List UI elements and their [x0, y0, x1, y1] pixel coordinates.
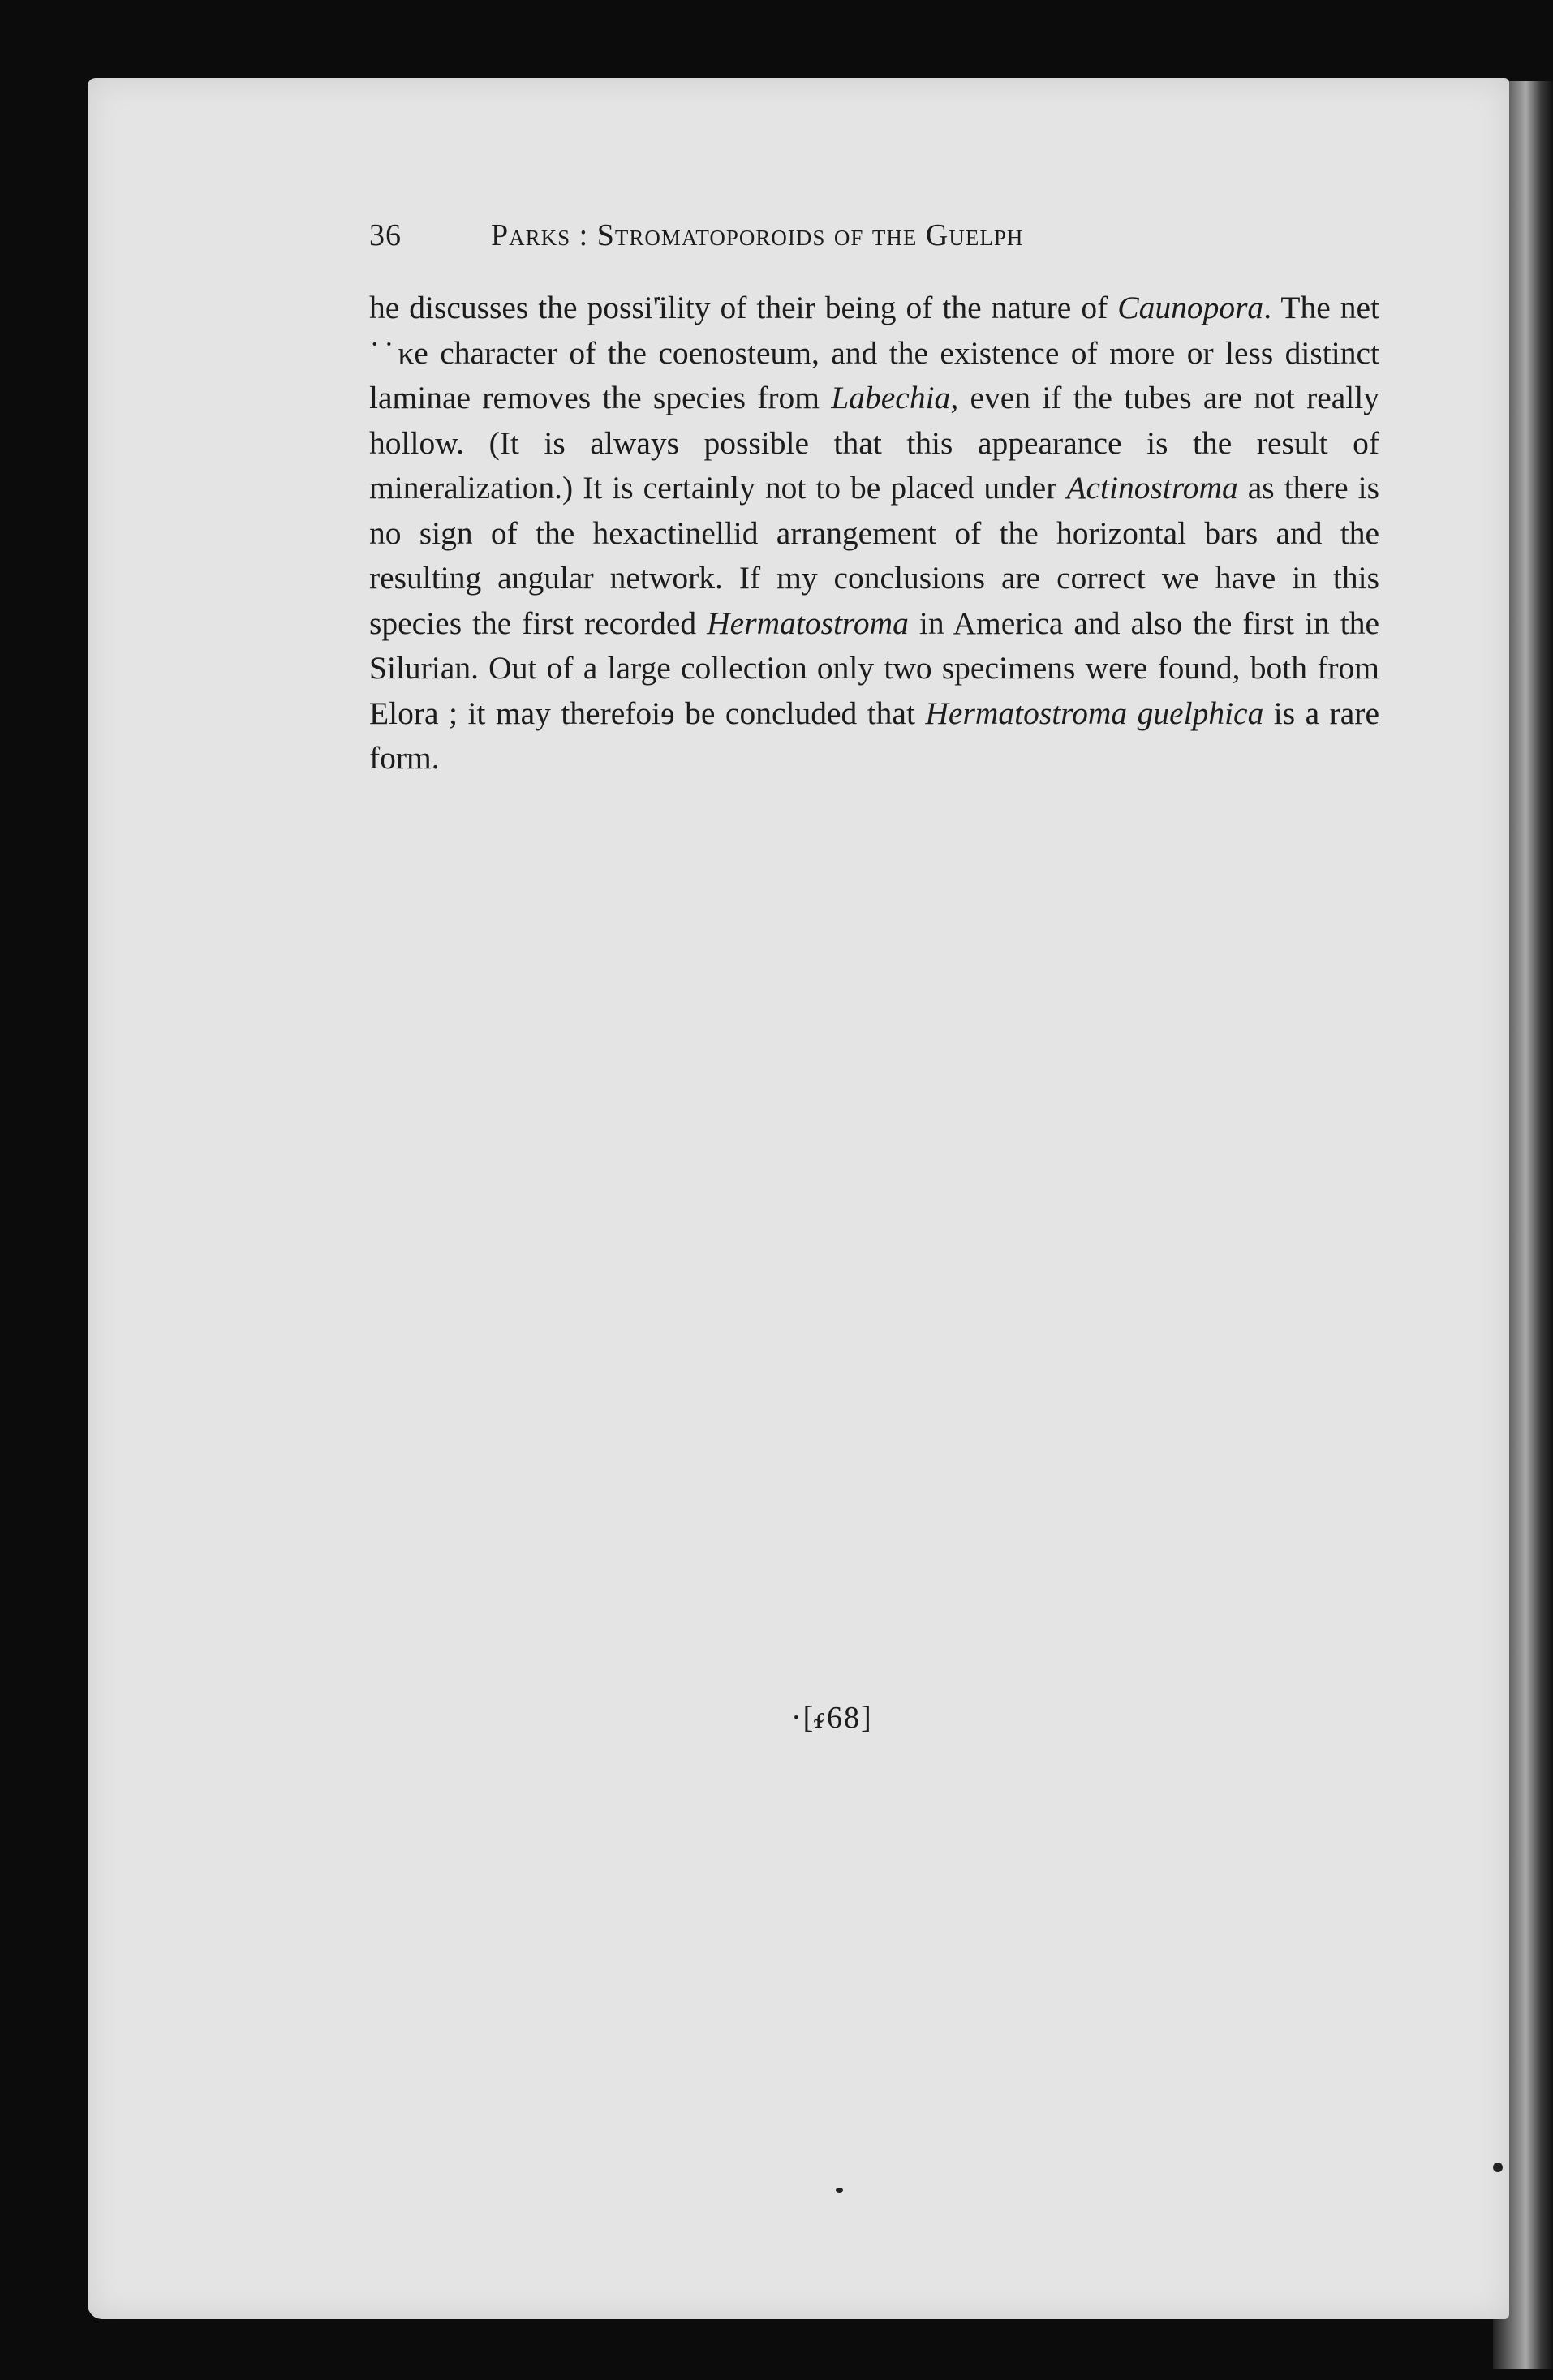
page-number: 36: [369, 218, 402, 252]
text-segment: . The net ˙˙κe character of the coenosteum, and the existence of more or less distinct laminae removes the species from: [369, 290, 1379, 415]
scan-speck: [836, 2188, 843, 2193]
text-segment: , even if the tubes are not really hollow. (It is always possible that this appearance is the result of mineralization.) It is certainly not to be placed under: [369, 380, 1380, 506]
folio-number: ·[ᵳ68]: [791, 1701, 873, 1735]
taxon-name: Hermatostroma guelphica: [925, 695, 1264, 731]
text-segment: in America and also the first in the Silurian. Out of a large collection only two specimens were found, both from Elora ; it may therefoiɘ be concluded that: [369, 605, 1380, 731]
text-segment: he discusses the possi'̇ility of their being of the nature of: [369, 290, 1118, 325]
text-segment: as there is no sign of the hexactinellid arrangement of the horizontal bars and the resulting angular network. If my conclusions are correct we have in this species the first recorded: [369, 470, 1379, 641]
running-title: Parks : Stromatoporoids of the Guelph: [491, 218, 1024, 252]
taxon-name: Hermatostroma: [707, 605, 909, 641]
running-head: [369, 217, 1424, 266]
text-segment: is a rare form.: [369, 695, 1379, 776]
body-paragraph: [369, 286, 1379, 781]
scan-speck: [1493, 2163, 1503, 2172]
taxon-name: Actinostroma: [1066, 470, 1238, 506]
taxon-name: Labechia: [831, 380, 951, 415]
taxon-name: Caunopora: [1117, 290, 1264, 325]
